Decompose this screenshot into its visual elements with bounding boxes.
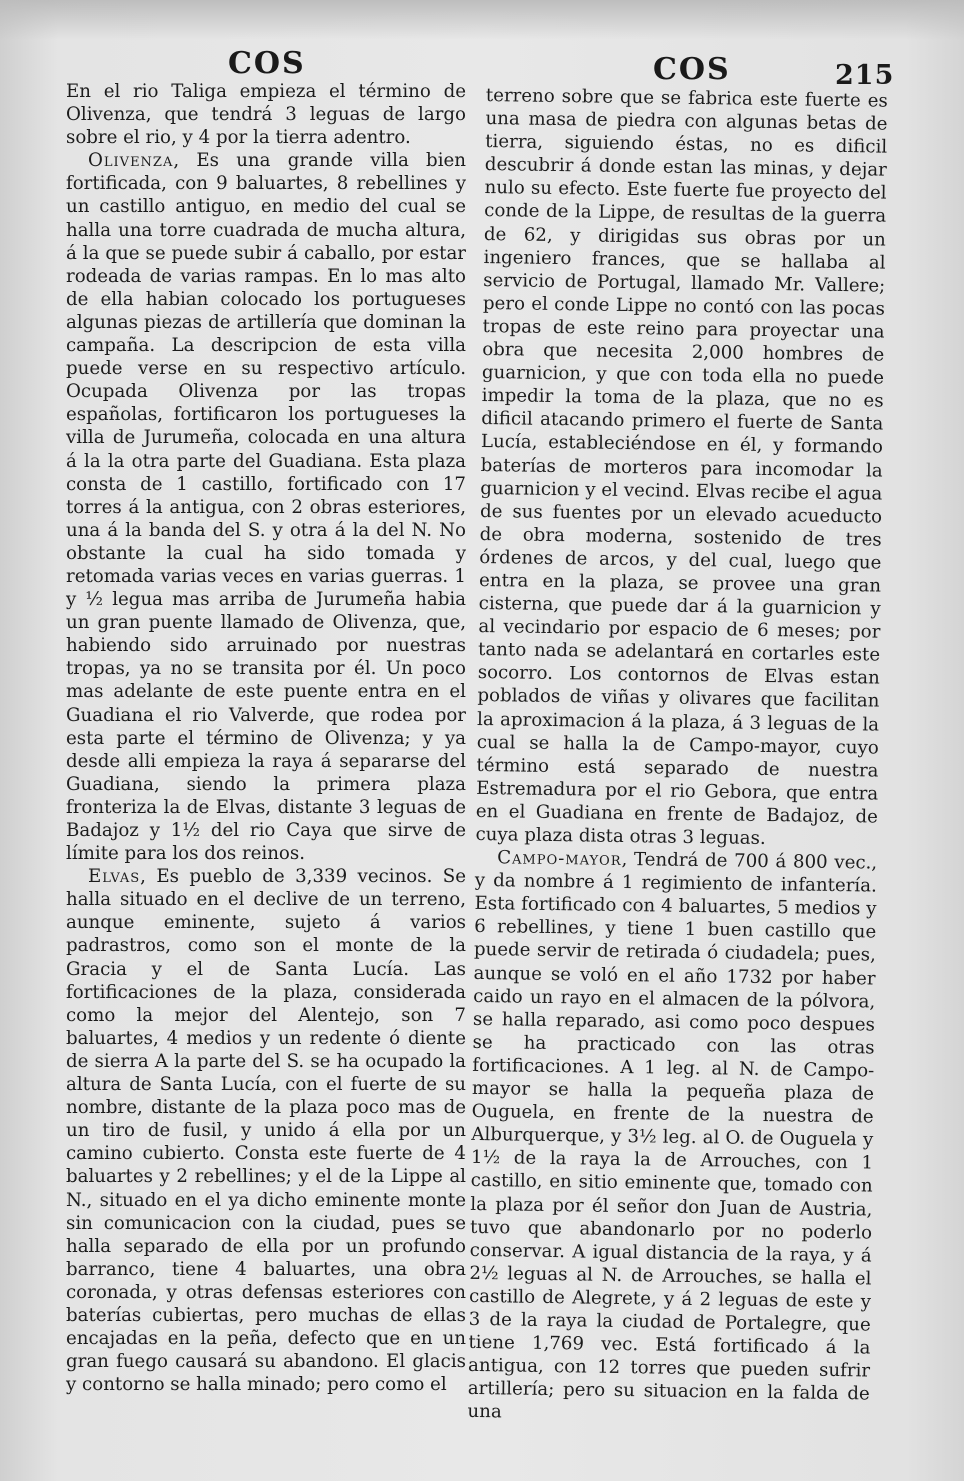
entry-elvas (66, 865, 466, 1396)
page-top-shadow (0, 0, 964, 40)
left-column (66, 80, 466, 1396)
entry-text: , Es una grande villa bien fortificada, con 9 baluartes, 8 rebellines y un castillo antiguo, en medio del cual se halla una torre cuadrada de mucha altura, á la que se puede subir á caballo, por estar rodeada de varias rampas. En lo mas alto de ella habian colocado los portugueses algunas piezas de artillería que dominan la campaña. La descripcion de esta villa puede verse en su respectivo artículo. Ocupada Olivenza por las tropas españolas, fortificaron los portugueses la villa de Jurumeña, colocada en una altura á la la otra parte del Guadiana. Esta plaza consta de 1 castillo, fortificado con 17 torres á la antigua, con 2 obras esteriores, una á la banda del S. y otra á la del N. No obstante la cual ha sido tomada y retomada varias veces en varias guerras. 1 y ½ legua mas arriba de Jurumeña habia un gran puente llamado de Olivenza, que, habiendo sido arruinado por nuestras tropas, ya no se transita por él. Un poco mas adelante de este puente entra en el Guadiana el rio Valverde, que rodea por esta parte el término de Olivenza; y ya desde alli empieza la raya á separarse del Guadiana, siendo la primera plaza fronteriza la de Elvas, distante 3 leguas de Badajoz y 1½ del rio Caya que sirve de límite para los dos reinos. (66, 150, 466, 865)
right-column (467, 84, 888, 1429)
running-head-left: COS (228, 46, 306, 81)
running-head-right: COS (653, 52, 731, 87)
entry-heading: Elvas (88, 866, 141, 888)
entry-campo-mayor (467, 846, 877, 1429)
page-number: 215 (835, 60, 895, 91)
entry-heading: Campo-mayor (497, 847, 622, 871)
entry-heading: Olivenza (88, 150, 174, 172)
paragraph-fuerte-lippe (475, 84, 888, 852)
paragraph-text: terreno sobre que se fabrica este fuerte es una masa de piedra con algunas betas de tierra, siguiendo éstas, no es dificil descubrir á donde estan las minas, y dejar nulo su efecto. Este fuerte fue proyecto del conde de la Lippe, de resultas de la guerra de 62, y dirigidas sus obras por un ingeniero frances, que se hallaba al servicio de Portugal, llamado Mr. Vallere; pero el conde Lippe no contó con las pocas tropas de este reino para proyectar una obra que necesita 2,000 hombres de guarnicion, y que con toda ella no puede impedir la toma de la plaza, que no es dificil atacando primero el fuerte de Santa Lucía, estableciéndose en él, y formando baterías de morteros para incomodar la guarnicion y el vecind. Elvas recibe el agua de sus fuentes por un elevado acueducto de obra moderna, sostenido de tres órdenes de arcos, y del cual, luego que entra en la plaza, se provee una gran cisterna, que puede dar á la guarnicion y al vecindario por espacio de 6 meses; por tanto nada se adelantará en cortarles este socorro. Los contornos de Elvas estan poblados de viñas y olivares que facilitan la aproximacion á la plaza, á 3 leguas de la cual se halla la de Campo-mayor, cuyo término está separado de nuestra Estremadura por el rio Gebora, que entra en el Guadiana en frente de Badajoz, de cuya plaza dista otras 3 leguas. (475, 84, 888, 849)
paragraph-text: En el rio Taliga empieza el término de Olivenza, que tendrá 3 leguas de largo sobre el rio, y 4 por la tierra adentro. (66, 81, 466, 149)
entry-text: , Es pueblo de 3,339 vecinos. Se halla situado en el declive de un terreno, aunque eminente, sujeto á varios padrastros, como son el monte de la Gracia y el de Santa Lucía. Las fortificaciones de la plaza, considerada como la mejor del Alentejo, son 7 baluartes, 4 medios y un redente ó diente de sierra A la parte del S. se ha ocupado la altura de Santa Lucía, con el fuerte de su nombre, distante de la plaza poco mas de un tiro de fusil, y unido á ella por un camino cubierto. Consta este fuerte de 4 baluartes y 2 rebellines; y el de la Lippe al N., situado en el ya dicho eminente monte sin comunicacion con la ciudad, pues se halla separado de ella por un profundo barranco, tiene 4 baluartes, una obra coronada, y otras defensas esteriores con baterías cubiertas, pero muchas de ellas encajadas en la peña, defecto que en un gran fuego causará su abandono. El glacis y contorno se halla minado; pero como el (66, 866, 466, 1396)
entry-text: , Tendrá de 700 á 800 vec., y da nombre á 1 regimiento de infantería. Esta fortificado con 4 baluartes, 5 medios y 6 rebellines, y tiene 1 buen castillo que puede servir de retirada ó ciudadela; pues, aunque se voló en el año 1732 por haber caido un rayo en el almacen de la pólvora, se halla reparado, asi como poco despues se ha practicado con las otras fortificaciones. A 1 leg. al N. de Campo-mayor se halla la pequeña plaza de Ouguela, en frente de la nuestra de Alburquerque, y 3½ leg. al O. de Ouguela y 1½ de la raya la de Arrouches, con 1 castillo, en sitio eminente que, tomado con la plaza por él señor don Juan de Austria, tuvo que abandonarlo por no poderlo conservar. A igual distancia de la raya, y á 2½ leguas al N. de Arrouches, se halla el castillo de Alegrete, y á 2 leguas de este y 3 de la raya la ciudad de Portalegre, que tiene 1,769 vec. Está fortificado á la antigua, con 12 torres que pueden sufrir artillería; pero su situacion en la falda de una (467, 849, 878, 1423)
paragraph-taliga (66, 80, 466, 149)
entry-olivenza (66, 149, 466, 865)
